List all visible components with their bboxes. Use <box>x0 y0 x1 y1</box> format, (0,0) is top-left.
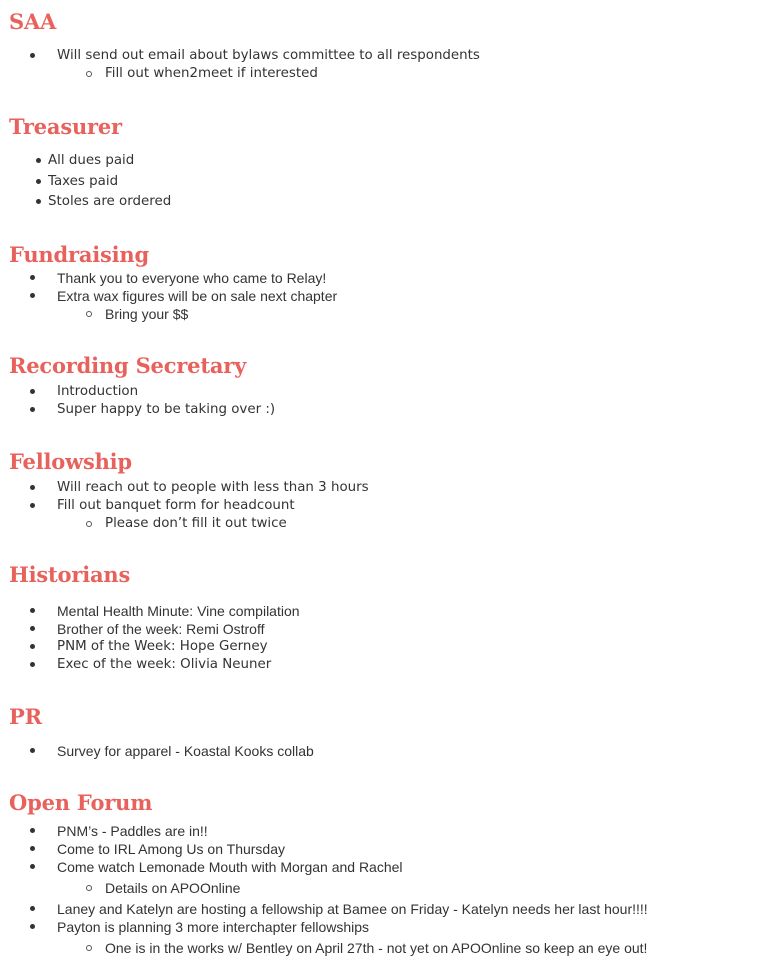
list-item: Laney and Katelyn are hosting a fellowship at Bamee on Friday - Katelyn needs her last hour!!!! <box>57 901 648 917</box>
list-item: All dues paid <box>48 153 135 168</box>
list-item: Come to IRL Among Us on Thursday <box>57 841 285 857</box>
heading-recording-secretary: Recording Secretary <box>9 353 247 378</box>
list-item: Extra wax figures will be on sale next chapter <box>57 288 338 304</box>
bullet-dot <box>30 864 35 869</box>
list-item: Fill out banquet form for headcount <box>57 498 295 513</box>
list-item: Super happy to be taking over :) <box>57 402 276 417</box>
bullet-dot <box>30 275 35 280</box>
list-item: PNM of the Week: Hope Gerney <box>57 639 268 654</box>
bullet-dot <box>30 293 35 298</box>
list-item: Details on APOOnline <box>105 880 241 896</box>
bullet-dot <box>36 179 41 184</box>
bullet-dot <box>30 608 35 613</box>
list-item: Survey for apparel - Koastal Kooks collab <box>57 743 314 759</box>
list-item: Mental Health Minute: Vine compilation <box>57 603 300 619</box>
heading-pr: PR <box>9 704 42 729</box>
heading-historians: Historians <box>9 562 131 587</box>
bullet-circle <box>86 311 92 317</box>
list-item: Brother of the week: Remi Ostroff <box>57 621 265 637</box>
list-item: Payton is planning 3 more interchapter fellowships <box>57 919 370 935</box>
bullet-dot <box>30 389 35 394</box>
bullet-circle <box>86 945 92 951</box>
bullet-dot <box>30 748 35 753</box>
list-item: Introduction <box>57 384 139 399</box>
bullet-dot <box>30 485 35 490</box>
list-item: PNM’s - Paddles are in!! <box>57 823 208 839</box>
bullet-dot <box>30 407 35 412</box>
bullet-circle <box>86 521 92 527</box>
heading-open-forum: Open Forum <box>9 790 153 815</box>
list-item: Come watch Lemonade Mouth with Morgan and Rachel <box>57 859 403 875</box>
list-item: Exec of the week: Olivia Neuner <box>57 657 272 672</box>
bullet-dot <box>30 626 35 631</box>
heading-fellowship: Fellowship <box>9 449 132 474</box>
list-item: Will send out email about bylaws committee to all respondents <box>57 48 480 63</box>
heading-treasurer: Treasurer <box>9 114 122 139</box>
list-item: Fill out when2meet if interested <box>105 66 318 81</box>
bullet-dot <box>30 924 35 929</box>
heading-saa: SAA <box>9 9 57 34</box>
bullet-dot <box>30 846 35 851</box>
bullet-dot <box>30 828 35 833</box>
list-item: Stoles are ordered <box>48 194 172 209</box>
bullet-dot <box>30 53 35 58</box>
list-item: Will reach out to people with less than 3 hours <box>57 480 369 495</box>
bullet-dot <box>30 662 35 667</box>
bullet-dot <box>36 158 41 163</box>
list-item: Bring your $$ <box>105 306 189 322</box>
list-item: Please don’t fill it out twice <box>105 516 287 531</box>
bullet-dot <box>30 906 35 911</box>
list-item: One is in the works w/ Bentley on April 27th - not yet on APOOnline so keep an eye out! <box>105 940 648 956</box>
bullet-dot <box>30 644 35 649</box>
bullet-circle <box>86 885 92 891</box>
list-item: Thank you to everyone who came to Relay! <box>57 270 327 286</box>
bullet-circle <box>86 71 92 77</box>
bullet-dot <box>30 503 35 508</box>
list-item: Taxes paid <box>48 174 119 189</box>
bullet-dot <box>36 199 41 204</box>
heading-fundraising: Fundraising <box>9 242 149 267</box>
